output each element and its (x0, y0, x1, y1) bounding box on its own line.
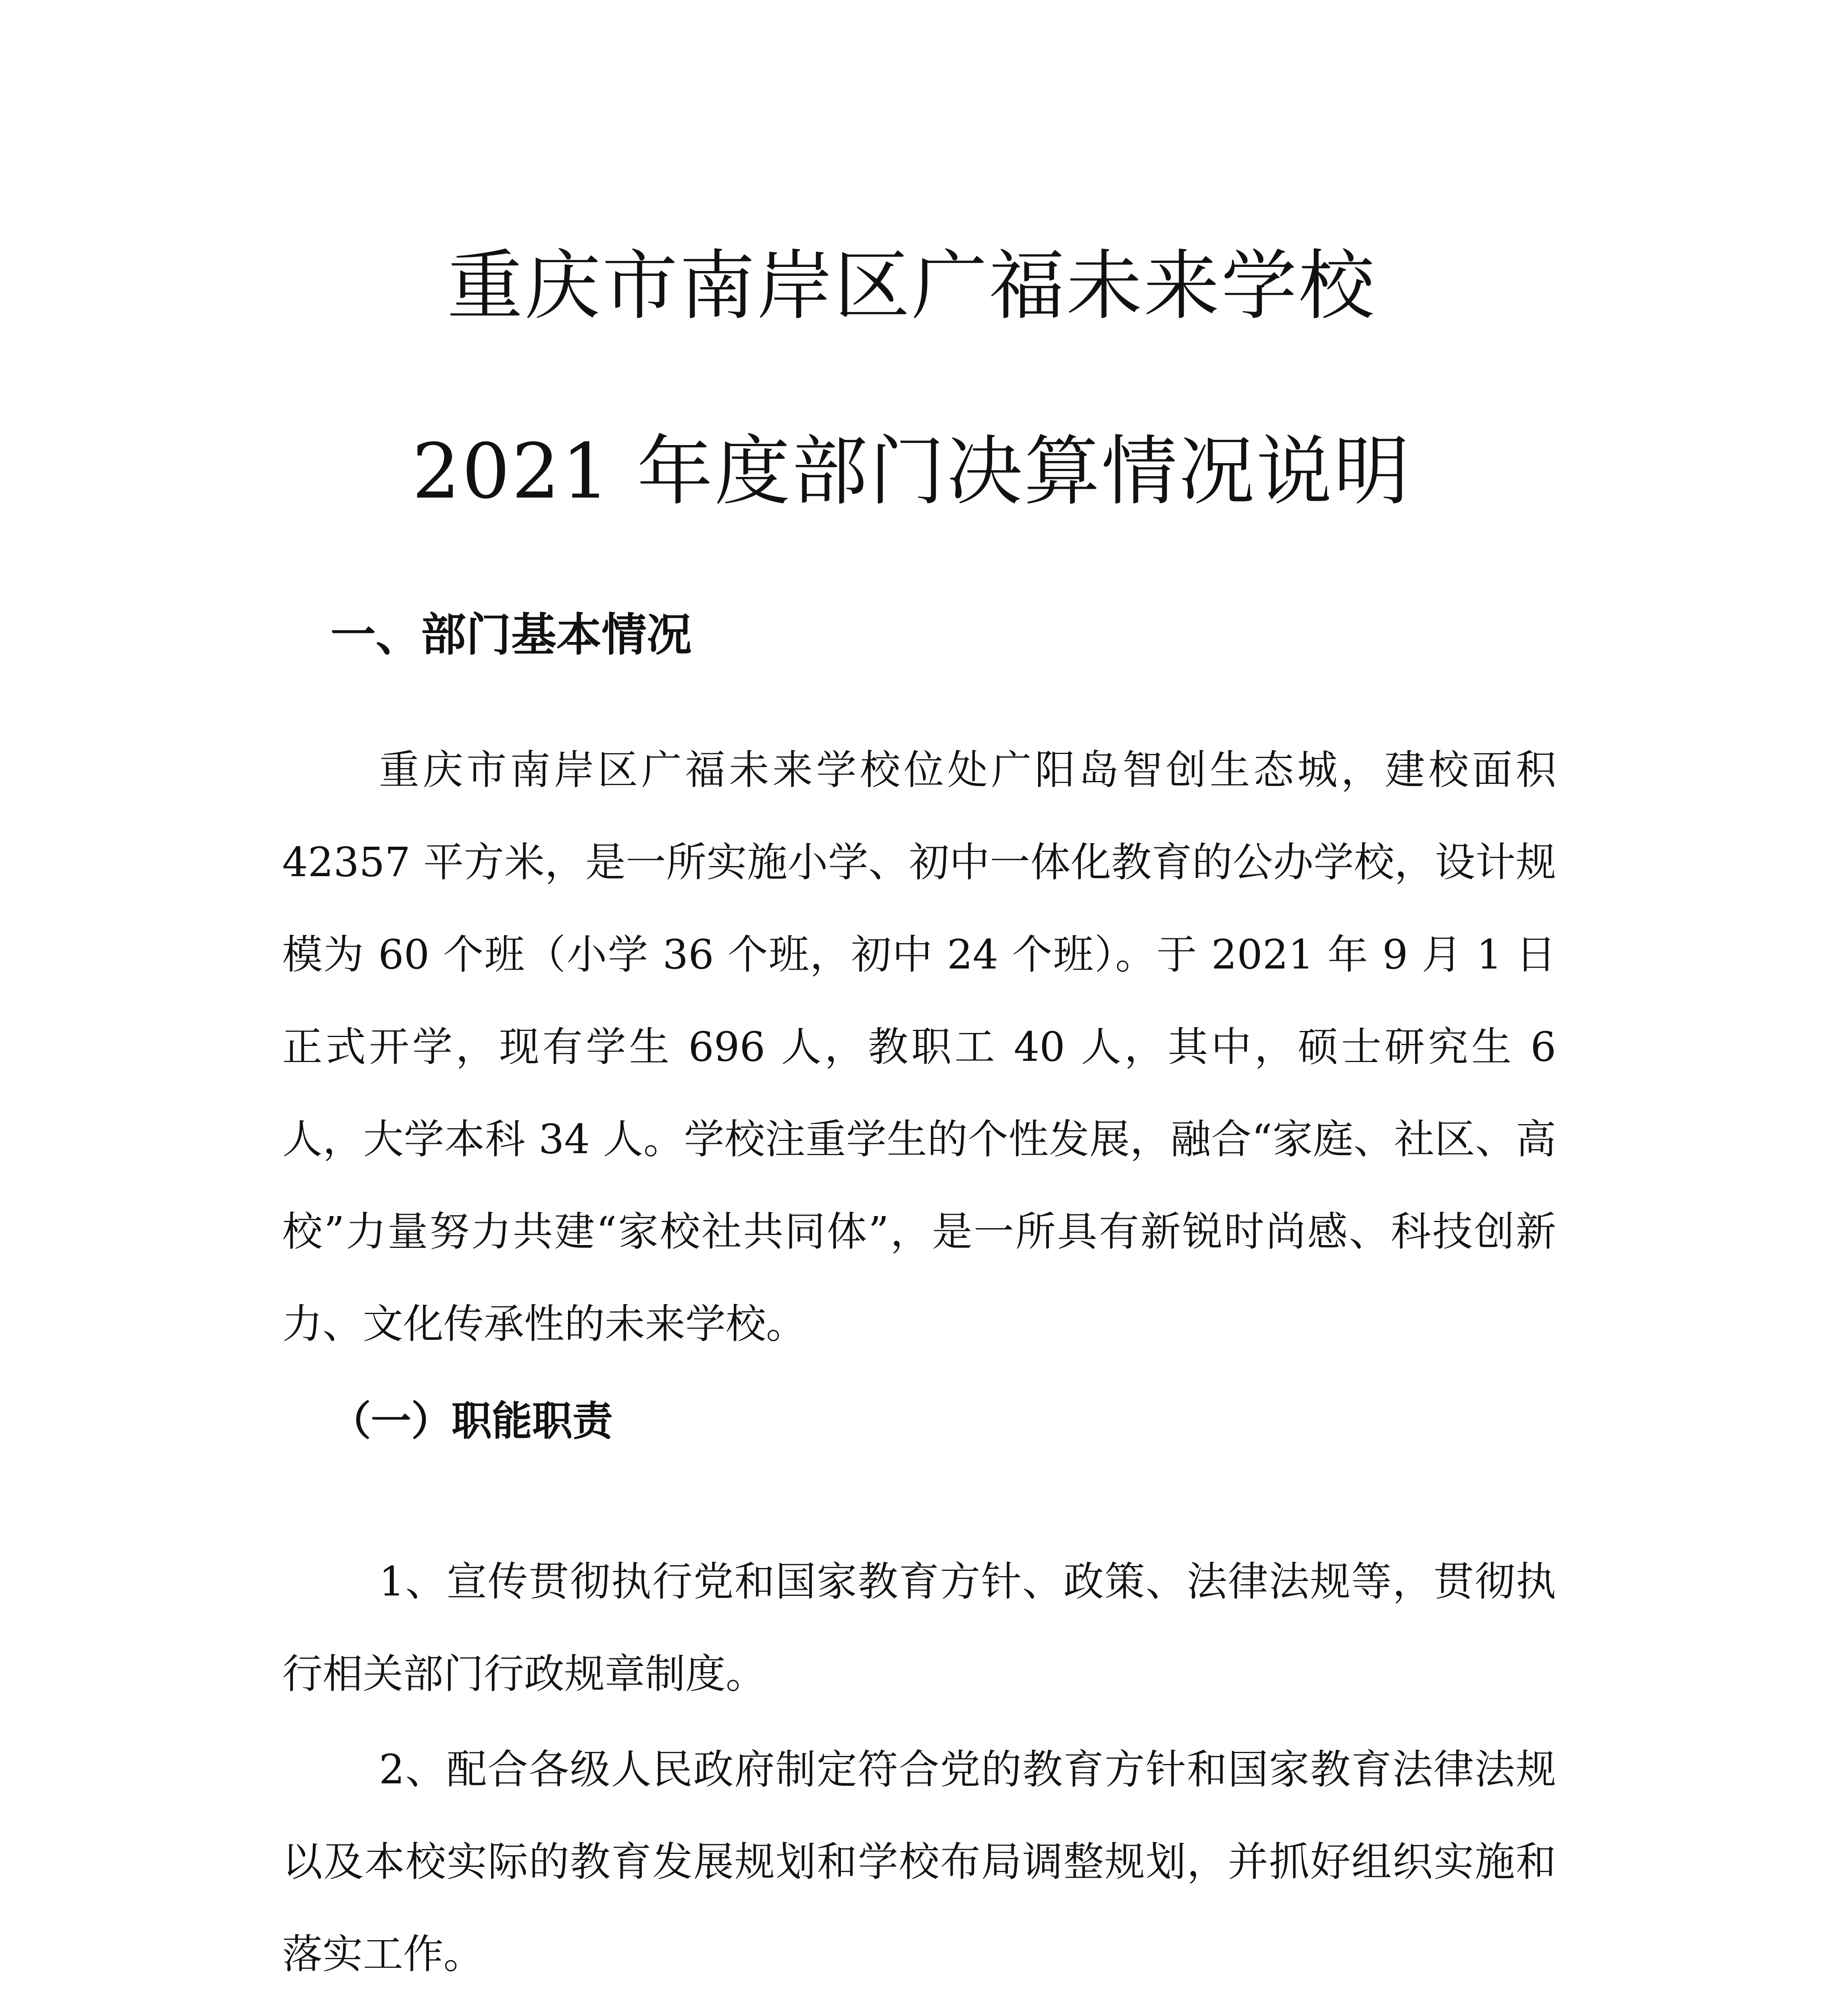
subsection-heading-duties: （一）职能职责 (331, 1397, 613, 1445)
duty-item-2: 2、配合各级人民政府制定符合党的教育方针和国家教育法律法规以及本校实际的教育发展规划和学校布局调整规划，并抓好组织实施和落实工作。 (282, 1746, 1556, 1978)
intro-paragraph: 重庆市南岸区广福未来学校位处广阳岛智创生态城，建校面积42357 平方米，是一所实施小学、初中一体化教育的公办学校，设计规模为 60 个班（小学 36 个班，初中 24 个班）。于 2021 年 9 月 1 日正式开学，现有学生 696 人，教职工 40 人，其中，硕士研究生 6 人，大学本科 34 人。学校注重学生的个性发展，融合“家庭、社区、高校”力量努力共建“家校社共同体”，是一所具有新锐时尚感、科技创新力、文化传承性的未来学校。 (282, 746, 1556, 1347)
document-title-line1: 重庆市南岸区广福未来学校 (447, 242, 1376, 330)
duty-item-3 (282, 2003, 1556, 2016)
duty-item-1: 1、宣传贯彻执行党和国家教育方针、政策、法律法规等，贯彻执行相关部门行政规章制度。 (282, 1558, 1556, 1697)
document-title-line2: 2021 年度部门决算情况说明 (412, 427, 1411, 516)
section-heading-basic-info: 一、部门基本情况 (331, 609, 692, 661)
